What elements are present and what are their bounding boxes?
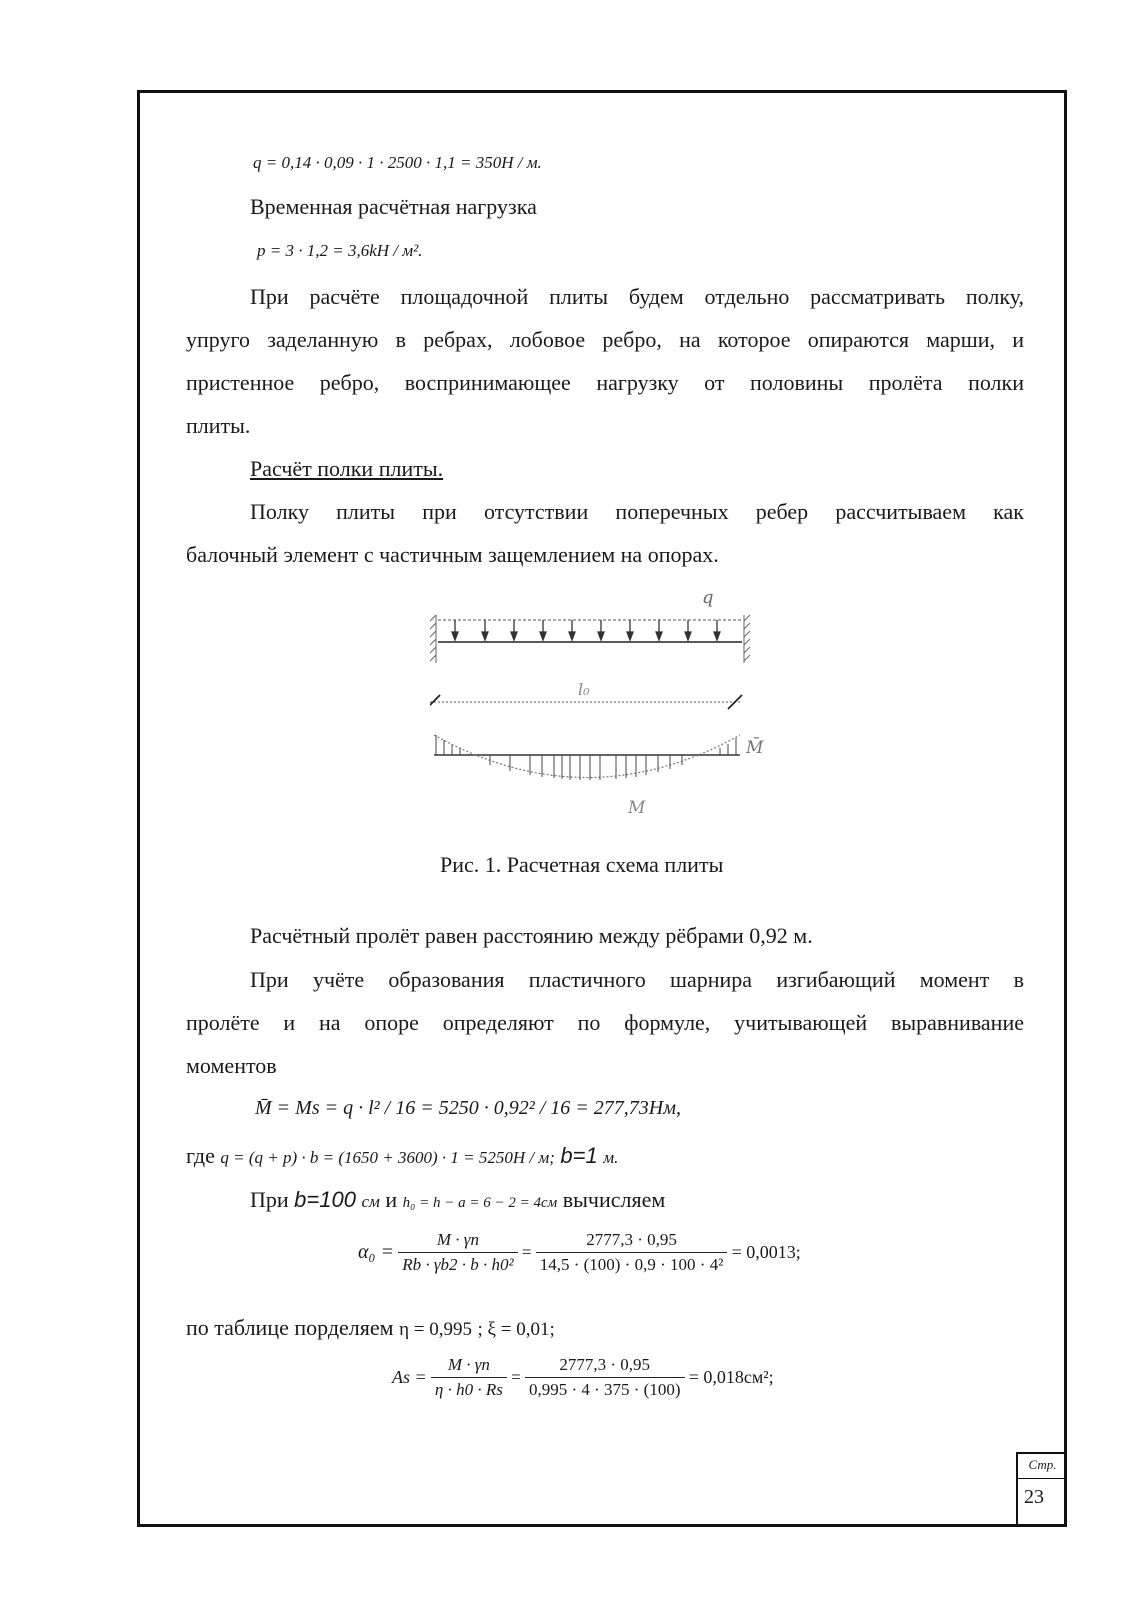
equation-as: As = $\frac{M \cdot \gamma n}{\eta \cdot h0 \cdot Rs}$ = $\frac{2777,3 \cdot 0,95}{0,995 \cdot 4 \cdot 375 \cdot (100)}$ = 0,018см²; (392, 1355, 774, 1399)
paragraph-line: При расчёте площадочной плиты будем отдельно рассматривать полку, (250, 284, 1024, 309)
as-den-symbolic: η · h0 · Rs (434, 1380, 503, 1399)
when-line (250, 1185, 665, 1218)
paragraph-line: пристенное ребро, воспринимающее нагрузку от половины пролёта полки (186, 370, 1024, 395)
equation-alpha: α₀ = $\frac{M \cdot \gamma n}{\text{Rb · γb2 · b · h0²}}$ = $\frac{2777,3 \cdot 0,95}{\text{14,5 · (100) · 0,9 · 100 · 4²}}$ = 0,0013; (358, 1230, 801, 1274)
where-unit: м. (603, 1148, 619, 1167)
temporary-load-heading: Временная расчётная нагрузка (250, 194, 537, 219)
table-prefix: по таблице порделяем (186, 1315, 394, 1340)
when-b: b=100 (294, 1187, 356, 1212)
paragraph-line: упруго заделанную в ребрах, лобовое ребро, на которое опираются марши, и (186, 327, 1024, 352)
page-number: 23 (1024, 1486, 1044, 1508)
paragraph-line: моментов (186, 1053, 277, 1078)
label-span: l₀ (578, 680, 590, 699)
alpha-result: = 0,0013; (731, 1242, 801, 1262)
paragraph-line: балочный элемент с частичным защемлением на опорах. (186, 542, 719, 567)
table-xi: ; ξ = 0,01; (477, 1319, 555, 1340)
when-prefix: При (250, 1187, 289, 1212)
alpha-den-symbolic: Rb · γb2 · b · h0² (402, 1255, 514, 1274)
as-num-numeric: 2777,3 · 0,95 (525, 1355, 685, 1378)
when-h0: h₀ = h − a = 6 − 2 = 4см (402, 1195, 558, 1211)
where-prefix: где (186, 1143, 215, 1168)
alpha-lhs: α₀ = (358, 1241, 394, 1263)
when-and: и (385, 1187, 398, 1212)
when-unit: см (361, 1192, 380, 1211)
equation-where: q = (q + p) · b = (1650 + 3600) · 1 = 5250H / м; (220, 1148, 555, 1167)
paragraph-line: Полку плиты при отсутствии поперечных ребер рассчитываем как (250, 499, 1024, 524)
right-support (744, 615, 750, 663)
where-b: b=1 (560, 1143, 598, 1168)
label-m: M (628, 798, 646, 818)
stamp-label: Стр. (1018, 1454, 1067, 1479)
label-mbar: M̄ (746, 738, 764, 758)
as-lhs: As = (392, 1367, 427, 1387)
paragraph-line: пролёте и на опоре определяют по формуле, учитывающей выравнивание (186, 1010, 1024, 1035)
section-title: Расчёт полки плиты. (250, 456, 444, 481)
paragraph-line: Расчётный пролёт равен расстоянию между рёбрами 0,92 м. (250, 923, 813, 948)
where-line (186, 1141, 618, 1173)
equation-q: q = 0,14 · 0,09 · 1 · 2500 · 1,1 = 350H / м. (253, 153, 542, 172)
load-arrows (452, 620, 720, 640)
paragraph-line: При учёте образования пластичного шарнира изгибающий момент в (250, 967, 1024, 992)
equation-p: p = 3 · 1,2 = 3,6kH / м². (257, 241, 423, 260)
as-den-numeric: 0,995 · 4 · 375 · (100) (528, 1380, 681, 1399)
as-result: = 0,018см²; (688, 1367, 774, 1387)
label-q: q (702, 587, 714, 608)
equation-moment: M̄ = Ms = q · l² / 16 = 5250 · 0,92² / 16 = 277,73Hм, (255, 1097, 681, 1119)
alpha-num-numeric: 2777,3 · 0,95 (536, 1230, 728, 1253)
moment-curve (434, 735, 740, 778)
calculation-scheme-figure (430, 585, 790, 835)
alpha-den-numeric: 14,5 · (100) · 0,9 · 100 · 4² (539, 1255, 724, 1274)
alpha-num-symbolic: M · γn (398, 1230, 517, 1253)
page-number-stamp (1016, 1452, 1067, 1527)
table-eta: η = 0,995 (399, 1319, 472, 1340)
as-num-symbolic: M · γn (431, 1355, 507, 1378)
figure-caption: Рис. 1. Расчетная схема плиты (440, 852, 724, 877)
paragraph-line: плиты. (186, 413, 251, 438)
when-suffix: вычисляем (562, 1187, 666, 1212)
table-line (186, 1313, 555, 1345)
left-support (430, 615, 436, 663)
